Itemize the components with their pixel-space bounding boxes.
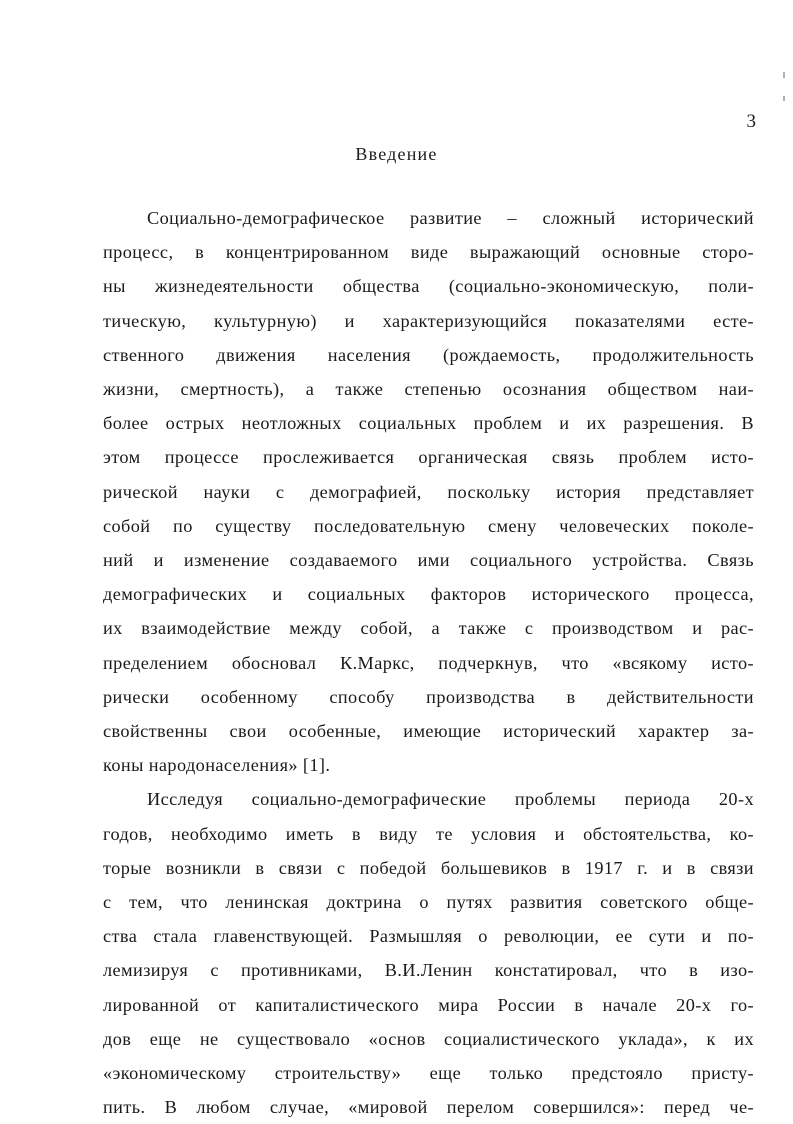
scan-mark — [783, 96, 785, 101]
text-line: Исследуя социально-демографические проблемы периода 20-х — [147, 789, 754, 810]
text-line: демографических и социальных факторов исторического процесса, — [103, 584, 754, 605]
text-line: собой по существу последовательную смену человеческих поколе- — [103, 515, 754, 536]
text-line: ства стала главенствующей. Размышляя о революции, ее сути и по- — [103, 926, 754, 947]
text-line: Социально-демографическое развитие – сложный исторический — [147, 208, 754, 228]
text-line: их взаимодействие между собой, а также с производством и рас- — [103, 618, 754, 639]
text-line: пределением обосновал К.Маркс, подчеркнув, что «всякому исто- — [103, 652, 754, 673]
page-number: 3 — [746, 111, 756, 132]
text-line: пить. В любом случае, «мировой перелом совершился»: перед че- — [103, 1097, 754, 1118]
text-line: торые возникли в связи с победой большевиков в 1917 г. и в связи — [103, 857, 754, 878]
text-line: ний и изменение создаваемого ими социального устройства. Связь — [103, 550, 754, 571]
text-line: тическую, культурную) и характеризующийся показателями есте- — [103, 310, 754, 331]
section-heading: Введение — [355, 144, 438, 164]
text-line: рической науки с демографией, поскольку история представляет — [103, 481, 754, 502]
text-line: рически особенному способу производства в действительности — [103, 686, 754, 707]
text-line: с тем, что ленинская доктрина о путях развития советского обще- — [103, 892, 754, 913]
text-line: «экономическому строительству» еще только предстояло присту- — [103, 1063, 754, 1084]
text-line: этом процессе прослеживается органическая связь проблем исто- — [103, 447, 754, 468]
text-line: более острых неотложных социальных проблем и их разрешения. В — [103, 413, 754, 434]
text-line: дов еще не существовало «основ социалистического уклада», к их — [103, 1028, 754, 1049]
text-line: коны народонаселения» [1]. — [103, 755, 331, 776]
text-line: годов, необходимо иметь в виду те условия и обстоятельства, ко- — [103, 823, 754, 844]
text-line: жизни, смертность), а также степенью осознания обществом наи- — [103, 379, 754, 400]
scan-mark — [783, 72, 785, 78]
text-line: свойственны свои особенные, имеющие исторический характер за- — [103, 721, 754, 742]
text-line: ственного движения населения (рождаемость, продолжительность — [103, 344, 754, 365]
body-text — [103, 201, 754, 1124]
text-line: ны жизнедеятельности общества (социально-экономическую, поли- — [103, 276, 754, 297]
text-line: процесс, в концентрированном виде выражающий основные сторо- — [103, 242, 754, 263]
text-line: лемизируя с противниками, В.И.Ленин констатировал, что в изо- — [103, 960, 754, 981]
text-line: лированной от капиталистического мира России в начале 20-х го- — [103, 994, 754, 1015]
